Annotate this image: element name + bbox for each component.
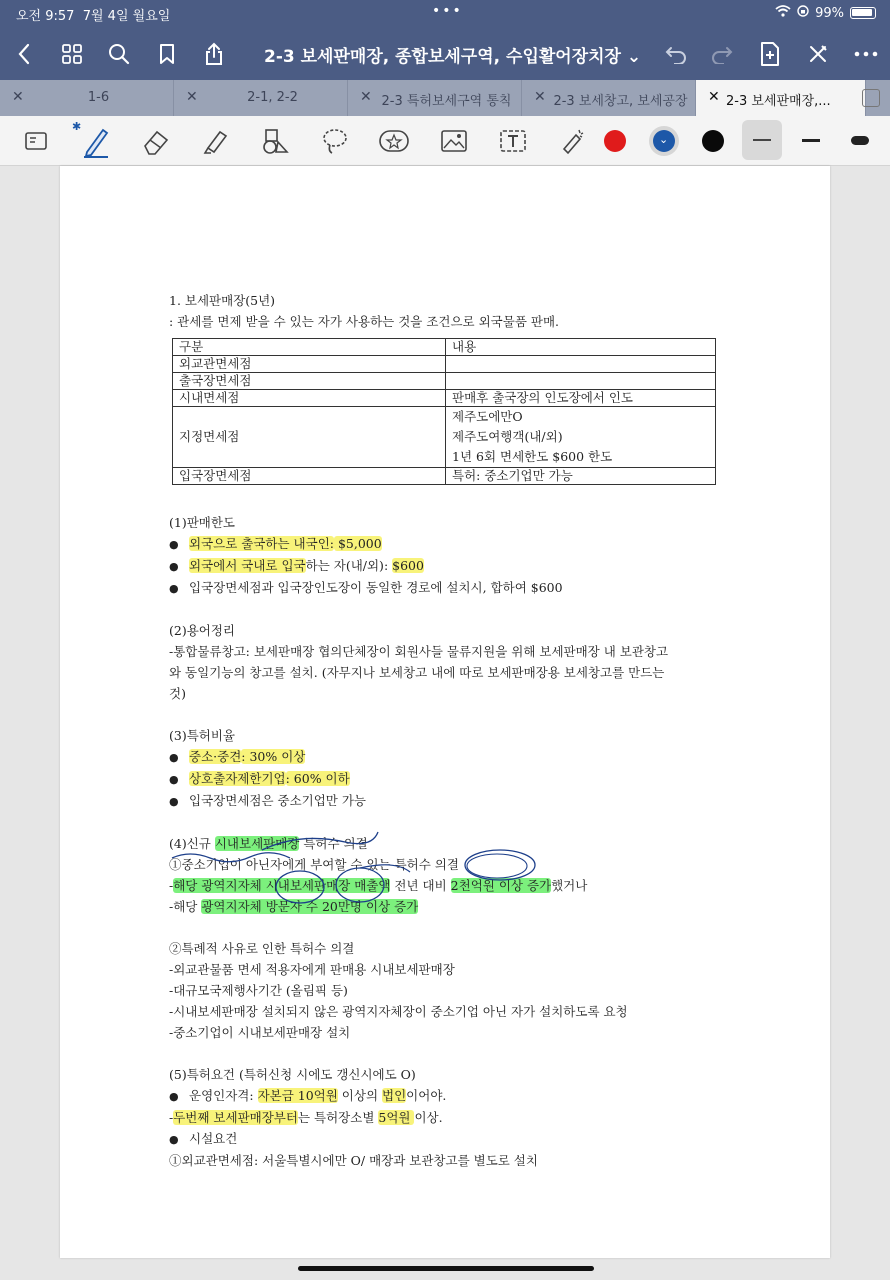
subsection-title: (2)용어정리: [169, 623, 236, 638]
stroke-medium[interactable]: [791, 120, 831, 160]
pen-icon[interactable]: [80, 125, 112, 157]
table-row: 출국장면세점: [173, 373, 716, 390]
paragraph-line: -통합물류창고: 보세판매장 협의단체장이 회원사들 물류지원을 위해 보세판매장 내 보관창고: [169, 644, 669, 659]
subsection-title: (5)특허요건 (특허신청 시에도 갱신시에도 O): [169, 1067, 416, 1082]
more-icon[interactable]: [852, 40, 880, 68]
read-only-mode-icon[interactable]: [20, 125, 52, 157]
paragraph-line: -해당 광역지자체 시내보세판매장 매출액 전년 대비 2천억원 이상 증가했거나: [169, 878, 588, 893]
tab-3[interactable]: ✕ 2-3 특허보세구역 통칙: [348, 80, 522, 116]
paragraph-line: ①중소기업이 아닌자에게 부여할 수 있는 특허수 의결: [169, 857, 459, 872]
close-tab-icon[interactable]: ✕: [534, 89, 546, 105]
subsection-title: (4)신규 시내보세판매장 특허수 의결: [169, 836, 368, 851]
definition-text: : 관세를 면제 받을 수 있는 자가 사용하는 것을 조건으로 외국물품 판매.: [169, 314, 559, 329]
sticker-icon[interactable]: [378, 125, 410, 157]
bluetooth-icon: ✱: [72, 120, 82, 133]
image-icon[interactable]: [438, 125, 470, 157]
color-swatch-blue[interactable]: [653, 130, 675, 152]
tab-2[interactable]: ✕ 2-1, 2-2: [174, 80, 348, 116]
document-page[interactable]: [60, 166, 830, 1258]
table-row: 지정면세점 제주도에만O 제주도여행객(내/외) 1년 6회 면세한도 $600 한도: [173, 407, 716, 468]
battery-percent: 99%: [815, 5, 844, 21]
tab-4[interactable]: ✕ 2-3 보세창고, 보세공장: [522, 80, 696, 116]
close-tab-icon[interactable]: ✕: [360, 89, 372, 105]
undo-icon[interactable]: [662, 40, 690, 68]
paragraph-line: ①외교관면세점: 서울특별시에만 O/ 매장과 보관창고를 별도로 설치: [169, 1153, 538, 1168]
laser-pointer-icon[interactable]: [556, 125, 588, 157]
lasso-icon[interactable]: [319, 125, 351, 157]
paragraph-line: ②특례적 사유로 인한 특허수 의결: [169, 941, 355, 956]
stroke-thick[interactable]: [840, 120, 880, 160]
shapes-icon[interactable]: [259, 125, 291, 157]
status-bar: [0, 0, 890, 28]
paragraph-line: -외교관물품 면세 적용자에게 판매용 시내보세판매장: [169, 962, 455, 977]
paragraph-line: -해당 광역지자체 방문자 수 20만명 이상 증가: [169, 899, 419, 914]
status-time: 오전 9:57 7월 4일 월요일: [16, 9, 171, 24]
document-title[interactable]: 2-3 보세판매장, 종합보세구역, 수입활어장치장 ⌄: [264, 47, 642, 67]
paragraph-line: 와 동일기능의 창고를 설치. (자무지나 보세창고 내에 따로 보세판매장용 보세창고를 만드는: [169, 665, 665, 680]
status-date: 7월 4일 월요일: [82, 9, 171, 24]
wifi-icon: [775, 5, 791, 21]
list-item: ● 시설요건: [169, 1128, 729, 1150]
table-row: 시내면세점 판매후 출국장의 인도장에서 인도: [173, 390, 716, 407]
color-swatch-black[interactable]: [702, 130, 724, 152]
document-content: [169, 290, 729, 1171]
subsection-title: (3)특허비율: [169, 728, 236, 743]
split-view-icon[interactable]: [862, 89, 880, 107]
eraser-icon[interactable]: [140, 125, 172, 157]
list-item: ● 입국장면세점과 입국장인도장이 동일한 경로에 설치시, 합하여 $600: [169, 577, 729, 599]
search-icon[interactable]: [105, 40, 133, 68]
close-tab-icon[interactable]: ✕: [12, 89, 24, 105]
grid-icon[interactable]: [58, 40, 86, 68]
battery-icon: [850, 7, 876, 19]
redo-icon[interactable]: [708, 40, 736, 68]
close-pen-tools-icon[interactable]: [804, 40, 832, 68]
bookmark-icon[interactable]: [153, 40, 181, 68]
paragraph-line: 것): [169, 686, 186, 701]
list-item: ● 운영인자격: 자본금 10억원 이상의 법인이어야.: [169, 1085, 729, 1107]
list-item: ● 중소·중견: 30% 이상: [169, 746, 729, 768]
tab-1[interactable]: ✕ 1-6: [0, 80, 174, 116]
text-box-icon[interactable]: [497, 125, 529, 157]
stroke-thin[interactable]: [742, 120, 782, 160]
paragraph-line: -중소기업이 시내보세판매장 설치: [169, 1025, 351, 1040]
close-tab-icon[interactable]: ✕: [708, 89, 720, 105]
table-header-row: 구분 내용: [173, 339, 716, 356]
tab-5-active[interactable]: ✕ 2-3 보세판매장,...: [696, 80, 866, 116]
navigation-bar: [0, 28, 890, 80]
paragraph-line: -두번째 보세판매장부터는 특허장소별 5억원 이상.: [169, 1110, 443, 1125]
close-tab-icon[interactable]: ✕: [186, 89, 198, 105]
document-tabs: [0, 80, 890, 116]
list-item: ● 상호출자제한기업: 60% 이하: [169, 768, 729, 790]
table-row: 입국장면세점 특허: 중소기업만 가능: [173, 468, 716, 485]
paragraph-line: -시내보세판매장 설치되지 않은 광역지자체장이 중소기업 아닌 자가 설치하도록 요청: [169, 1004, 628, 1019]
list-item: ● 입국장면세점은 중소기업만 가능: [169, 790, 729, 812]
back-icon[interactable]: [10, 40, 38, 68]
add-page-icon[interactable]: [756, 40, 784, 68]
table-row: 외교관면세점: [173, 356, 716, 373]
list-item: ● 외국에서 국내로 입국하는 자(내/외): $600: [169, 555, 729, 577]
share-icon[interactable]: [200, 40, 228, 68]
duty-free-types-table: [172, 338, 716, 485]
color-swatch-red[interactable]: [604, 130, 626, 152]
home-indicator[interactable]: [298, 1266, 594, 1271]
paragraph-line: -대규모국제행사기간 (올림픽 등): [169, 983, 348, 998]
chevron-down-icon: ⌄: [659, 133, 669, 146]
subsection-title: (1)판매한도: [169, 515, 236, 530]
section-heading: 1. 보세판매장(5년): [169, 293, 276, 308]
list-item: ● 외국으로 출국하는 내국인: $5,000: [169, 533, 729, 555]
multitasking-dots-icon[interactable]: •••: [432, 3, 463, 19]
highlighter-icon[interactable]: [199, 125, 231, 157]
rotation-lock-icon: [797, 5, 809, 21]
